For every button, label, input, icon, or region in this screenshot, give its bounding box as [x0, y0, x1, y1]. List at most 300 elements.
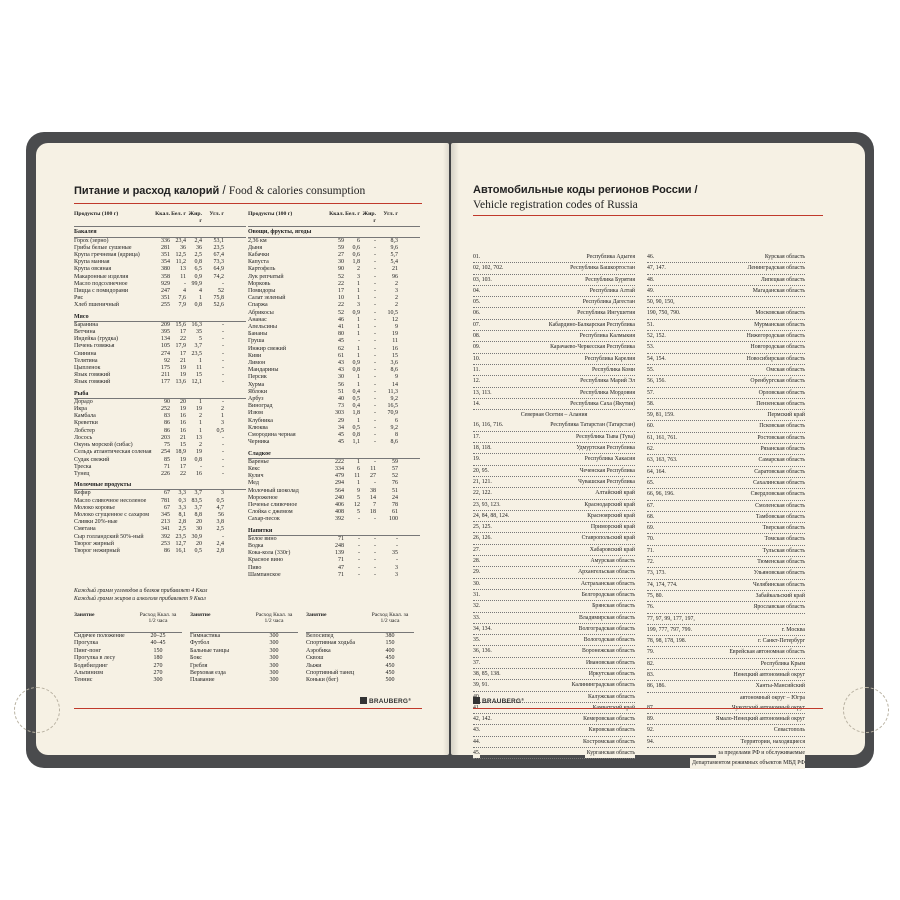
region-name: Ханты-Мансийский — [754, 681, 805, 691]
table-row — [74, 238, 246, 245]
nutrient-value: 0,4 — [352, 388, 360, 395]
region-name: Иркутская область — [587, 669, 635, 679]
activity-header — [306, 612, 414, 633]
nutrient-value: 1 — [221, 413, 224, 420]
region-code: 42, 142. — [473, 714, 492, 724]
region-name: Воронежская область — [580, 646, 635, 656]
nutrient-value: - — [374, 439, 376, 446]
activity-kcal: 180 — [153, 655, 163, 662]
table-row — [74, 534, 246, 541]
nutrient-value: 3,7 — [194, 490, 202, 497]
region-name: Алтайский край — [593, 488, 635, 498]
region-code: 63, 163, 763. — [647, 455, 677, 465]
region-name: Республика Дагестан — [581, 297, 635, 307]
region-code: 52, 152. — [647, 331, 666, 341]
nutrient-value: - — [358, 571, 360, 578]
nutrient-value: 351 — [161, 252, 170, 259]
activity-row — [74, 677, 182, 684]
nutrient-value: 0,6 — [352, 244, 360, 251]
nutrient-value: 8 — [395, 432, 398, 439]
nutrient-value: 177 — [161, 379, 170, 386]
nutrient-value: 52 — [218, 288, 224, 295]
bottom-line — [74, 708, 422, 709]
nutrient-value: - — [374, 381, 376, 388]
nutrient-value: 929 — [161, 280, 170, 287]
nutrient-value: 83 — [164, 413, 170, 420]
region-name: Республика Татарстан (Татарстан) — [548, 420, 635, 430]
nutrient-value: - — [358, 550, 360, 557]
nutrient-value: 22 — [338, 280, 344, 287]
table-row — [248, 266, 420, 273]
nutrient-value: 5 — [357, 509, 360, 516]
region-code: 54, 154. — [647, 354, 666, 364]
nutrient-value: 86 — [164, 547, 170, 554]
region-code: 61, 161, 761. — [647, 433, 677, 443]
product-name: Апельсины — [248, 324, 278, 331]
region-name: Омская область — [764, 365, 805, 375]
nutrient-value: 10,5 — [387, 309, 398, 316]
header-product: Продукты (100 г) — [74, 211, 119, 217]
region-row — [473, 477, 635, 488]
region-name: Республика Ингушетия — [575, 308, 635, 318]
activity-name: Плавание — [190, 677, 215, 684]
region-name: Республика Коми — [590, 365, 635, 375]
nutrient-value: 20 — [180, 398, 186, 405]
region-code: 199, 777, 797, 799. — [647, 625, 692, 635]
activity-header-rate: Расход Ккал. за 1/2 часа — [371, 612, 409, 625]
activity-kcal: 400 — [385, 647, 395, 654]
table-header — [248, 211, 420, 227]
region-code: 66, 96, 196. — [647, 489, 675, 499]
nutrient-value: - — [374, 432, 376, 439]
nutrient-value: - — [222, 350, 224, 357]
nutrient-value: - — [358, 535, 360, 542]
region-code: 82. — [647, 659, 654, 669]
activity-header-name: Занятие — [306, 612, 327, 618]
product-name: Крупа манная — [74, 259, 110, 266]
nutrient-value: - — [374, 280, 376, 287]
nutrient-value: 12,1 — [191, 379, 202, 386]
nutrient-value: 8,6 — [390, 367, 398, 374]
nutrient-value: 3 — [357, 273, 360, 280]
region-code: 51. — [647, 320, 654, 330]
region-code: 07. — [473, 320, 480, 330]
region-row — [473, 500, 635, 511]
nutrient-value: 35 — [196, 329, 202, 336]
region-row — [647, 388, 805, 399]
region-code: 78, 98, 178, 198. — [647, 636, 686, 646]
region-row — [473, 286, 635, 297]
table-row — [74, 442, 246, 449]
nutrient-value: 17 — [180, 329, 186, 336]
activity-group — [74, 612, 182, 685]
nutrient-value: - — [222, 442, 224, 449]
product-name: Индейка (грудка) — [74, 336, 118, 343]
nutrient-value: - — [374, 252, 376, 259]
region-code: 77, 97, 99, 177, 197, — [647, 614, 695, 624]
header-nutrient: Угл. г — [209, 211, 224, 217]
region-name: Республика Калмыкия — [578, 331, 635, 341]
region-code: 58. — [647, 399, 654, 409]
nutrient-value: 252 — [161, 406, 170, 413]
region-row — [647, 444, 805, 455]
table-row — [74, 259, 246, 266]
section-heading: Сладкое — [248, 451, 420, 459]
region-row — [473, 511, 635, 522]
nutrient-value: - — [374, 458, 376, 465]
region-code: 05. — [473, 297, 480, 307]
activity-name: Лыжи — [306, 662, 322, 669]
table-row — [248, 360, 420, 367]
nutrient-value: 16 — [180, 427, 186, 434]
nutrient-value: 175 — [161, 365, 170, 372]
region-row — [647, 331, 805, 342]
region-code: 26, 126. — [473, 533, 492, 543]
region-code: 35. — [473, 635, 480, 645]
table-row — [74, 336, 246, 343]
table-row — [74, 358, 246, 365]
product-name: Лук репчатый — [248, 273, 284, 280]
table-row — [74, 274, 246, 281]
region-code: 44. — [473, 737, 480, 747]
nutrient-value: 240 — [335, 494, 344, 501]
region-row — [647, 365, 805, 376]
region-name: Республика Карелия — [583, 354, 635, 364]
nutrient-value: 1,8 — [352, 259, 360, 266]
region-code: 04. — [473, 286, 480, 296]
activity-kcal: 380 — [385, 633, 395, 639]
activity-header-name: Занятие — [190, 612, 211, 618]
region-continuation — [647, 748, 805, 758]
activity-kcal: 300 — [153, 677, 163, 684]
activity-name: Теннис — [74, 677, 93, 684]
region-row — [473, 624, 635, 635]
table-row — [74, 420, 246, 427]
nutrient-value: 8,1 — [178, 511, 186, 518]
nutrient-value: 90 — [338, 266, 344, 273]
table-row — [74, 428, 246, 435]
nutrient-value: - — [374, 388, 376, 395]
nutrient-value: 2,5 — [216, 526, 224, 533]
product-name: Творог жирный — [74, 540, 114, 547]
nutrient-value: 57 — [392, 465, 398, 472]
table-row — [74, 449, 246, 456]
activity-kcal: 300 — [269, 640, 279, 647]
product-name: Сметана — [74, 526, 96, 533]
nutrient-value: 59 — [392, 458, 398, 465]
table-row — [74, 490, 246, 497]
nutrient-value: - — [374, 316, 376, 323]
nutrient-value: 4 — [183, 288, 186, 295]
page-title — [74, 185, 365, 197]
nutrient-value: 13,6 — [175, 379, 186, 386]
activity-kcal: 300 — [269, 647, 279, 654]
table-row — [74, 519, 246, 526]
nutrient-value: - — [222, 434, 224, 441]
nutrient-value: 17 — [338, 288, 344, 295]
nutrient-value: 46 — [338, 316, 344, 323]
region-name: Ярославская область — [752, 602, 805, 612]
nutrient-value: - — [374, 557, 376, 564]
nutrient-value: 30,9 — [191, 533, 202, 540]
region-name: Чеченская Республика — [578, 466, 635, 476]
page-title-ru: Автомобильные коды регионов России / — [473, 184, 698, 196]
nutrient-value: 24 — [392, 494, 398, 501]
nutrient-value: 67,4 — [213, 252, 224, 259]
nutrient-value: - — [222, 329, 224, 336]
region-name: Кабардино-Балкарская Республика — [547, 320, 635, 330]
nutrient-value: 38 — [370, 487, 376, 494]
product-name: Белое вино — [248, 535, 277, 542]
nutrient-value: 1 — [357, 324, 360, 331]
table-row — [248, 353, 420, 360]
nutrient-value: 21 — [180, 434, 186, 441]
activity-row — [74, 663, 182, 670]
activity-name: Спортивный танец — [306, 670, 355, 677]
nutrient-value: 47 — [338, 564, 344, 571]
activity-name: Сквош — [306, 655, 324, 662]
nutrient-value: 19 — [180, 406, 186, 413]
table-row — [248, 252, 420, 259]
table-row — [248, 572, 420, 579]
bottom-line — [473, 708, 823, 709]
region-row — [647, 376, 805, 387]
product-name: Лосось — [74, 434, 93, 441]
region-name: Ульяновская область — [752, 568, 805, 578]
region-row — [647, 252, 805, 263]
region-code: 55. — [647, 365, 654, 375]
activity-kcal: 300 — [269, 655, 279, 662]
table-row — [74, 464, 246, 471]
nutrient-value: 27 — [338, 252, 344, 259]
nutrient-value: - — [396, 542, 398, 549]
region-code: 09. — [473, 342, 480, 352]
nutrient-value: 139 — [335, 550, 344, 557]
nutrient-value: 30 — [338, 259, 344, 266]
nutrient-value: 380 — [161, 266, 170, 273]
product-name: Телятина — [74, 357, 98, 364]
region-name: Нижегородская область — [745, 331, 805, 341]
section-heading: Овощи, фрукты, ягоды — [248, 229, 420, 237]
region-code: 73, 173. — [647, 568, 666, 578]
food-table-column-2 — [248, 211, 420, 579]
region-name: Тюменская область — [755, 557, 805, 567]
region-row — [647, 275, 805, 286]
nutrient-value: 45 — [338, 432, 344, 439]
region-code: 74, 174, 774. — [647, 580, 677, 590]
activity-kcal: 40–45 — [150, 640, 166, 647]
nutrient-value: - — [374, 396, 376, 403]
nutrient-value: - — [396, 557, 398, 564]
nutrient-value: 211 — [161, 372, 170, 379]
table-row — [248, 459, 420, 466]
activity-row — [190, 640, 298, 647]
brand-logo: BRAUBERG® — [473, 697, 524, 705]
nutrient-value: 45 — [338, 338, 344, 345]
activity-row — [190, 655, 298, 662]
nutrient-value: 71 — [338, 557, 344, 564]
table-row — [248, 432, 420, 439]
activity-header-rate: Расход Ккал. за 1/2 часа — [139, 612, 177, 625]
nutrient-value: 395 — [161, 329, 170, 336]
region-row — [647, 433, 805, 444]
nutrient-value: - — [374, 374, 376, 381]
product-name: Слойка с джемом — [248, 509, 293, 516]
product-name: Яблоки — [248, 388, 268, 395]
region-row — [647, 467, 805, 478]
nutrient-value: 6 — [395, 417, 398, 424]
nutrient-value: 20 — [196, 519, 202, 526]
nutrient-value: 3,7 — [194, 504, 202, 511]
region-name: Калужская область — [586, 692, 635, 702]
region-name: Архангельская область — [576, 567, 635, 577]
product-name: Водка — [248, 542, 264, 549]
nutrient-value: 1 — [357, 374, 360, 381]
page-gutter — [443, 143, 459, 755]
nutrient-value: - — [374, 288, 376, 295]
region-name: Ивановская область — [584, 658, 635, 668]
product-name: Творог нежирный — [74, 547, 120, 554]
nutrient-value: 19 — [196, 449, 202, 456]
nutrient-value: 222 — [335, 458, 344, 465]
nutrient-value: 1 — [199, 398, 202, 405]
region-code: 28. — [473, 556, 480, 566]
activity-name: Прогулка — [74, 640, 99, 647]
nutrient-value: 74,2 — [213, 273, 224, 280]
product-name: Помидоры — [248, 288, 276, 295]
nutrient-value: 248 — [335, 542, 344, 549]
nutrient-value: 4,7 — [216, 504, 224, 511]
table-row — [248, 302, 420, 309]
region-name: Курская область — [763, 252, 805, 262]
table-row — [248, 536, 420, 543]
nutrient-value: 3,3 — [178, 490, 186, 497]
activity-kcal: 300 — [269, 662, 279, 669]
region-row — [647, 478, 805, 489]
activity-kcal: 270 — [153, 670, 163, 677]
activity-name: Гимнастика — [190, 633, 221, 639]
region-code: 34, 134. — [473, 624, 492, 634]
nutrient-value: 16 — [196, 470, 202, 477]
nutrient-value: 1 — [357, 381, 360, 388]
nutrient-value: 64,9 — [213, 266, 224, 273]
nutrient-value: 105 — [161, 343, 170, 350]
activity-name: Сидячее положение — [74, 633, 125, 639]
nutrient-value: 34 — [338, 424, 344, 431]
region-codes-column-2 — [647, 252, 805, 769]
nutrient-value: 2 — [395, 302, 398, 309]
table-row — [248, 509, 420, 516]
nutrient-value: - — [222, 365, 224, 372]
region-name: Ямало-Ненецкий автономный округ — [714, 714, 805, 724]
region-code: 76. — [647, 602, 654, 612]
nutrient-value: 5 — [357, 494, 360, 501]
table-row — [248, 557, 420, 564]
region-name: г. Санкт-Петербург — [756, 636, 805, 646]
region-row — [473, 308, 635, 319]
product-name: Ветчина — [74, 329, 96, 336]
product-name: Молочный шоколад — [248, 487, 299, 494]
nutrient-value: 80 — [338, 331, 344, 338]
activity-name: Пинг-понг — [74, 647, 102, 654]
header-product: Продукты (100 г) — [248, 211, 293, 217]
region-row — [473, 725, 635, 736]
nutrient-value: 17 — [180, 463, 186, 470]
nutrient-value: 1 — [357, 480, 360, 487]
product-name: Сахар-песок — [248, 516, 280, 523]
nutrient-value: 22 — [338, 302, 344, 309]
table-row — [248, 396, 420, 403]
region-name: Ростовская область — [755, 433, 805, 443]
table-row — [248, 565, 420, 572]
product-name: Треска — [74, 463, 92, 470]
region-code: 06. — [473, 308, 480, 318]
nutrient-value: 86 — [164, 427, 170, 434]
nutrient-value: 0,5 — [352, 424, 360, 431]
activity-row — [190, 663, 298, 670]
nutrient-value: - — [358, 338, 360, 345]
region-row — [647, 342, 805, 353]
nutrient-value: 9,2 — [390, 396, 398, 403]
region-name: Сахалинская область — [751, 478, 805, 488]
table-row — [74, 302, 246, 309]
title-underline — [473, 215, 823, 216]
product-name: Красное вино — [248, 557, 284, 564]
product-name: Креветки — [74, 420, 98, 427]
region-code: 30. — [473, 579, 480, 589]
activity-row — [306, 640, 414, 647]
table-row — [248, 245, 420, 252]
table-row — [248, 382, 420, 389]
nutrient-value: 18 — [370, 509, 376, 516]
region-code: 22, 122. — [473, 488, 492, 498]
product-name: Клюква — [248, 424, 268, 431]
region-name: Саратовская область — [752, 467, 805, 477]
region-row — [647, 580, 805, 591]
nutrient-value: 479 — [335, 473, 344, 480]
region-code: 57. — [647, 388, 654, 398]
table-row — [74, 266, 246, 273]
nutrient-value: 2 — [395, 280, 398, 287]
nutrient-value: 255 — [161, 302, 170, 309]
activity-kcal: 300 — [269, 677, 279, 684]
table-row — [74, 322, 246, 329]
table-row — [74, 351, 246, 358]
region-row — [473, 342, 635, 353]
nutrient-value: 406 — [335, 501, 344, 508]
region-name: Свердловская область — [749, 489, 805, 499]
region-name: Ленинградская область — [746, 263, 805, 273]
region-code: 31. — [473, 590, 480, 600]
region-row — [473, 354, 635, 365]
region-name: Ставропольский край — [580, 533, 635, 543]
nutrient-value: 5,7 — [390, 252, 398, 259]
nutrient-value: 70,9 — [387, 410, 398, 417]
nutrient-value: 67 — [164, 504, 170, 511]
product-name: Кулич — [248, 473, 264, 480]
region-code: 59, 81, 159. — [647, 410, 675, 420]
table-row — [74, 406, 246, 413]
nutrient-value: - — [374, 403, 376, 410]
nutrient-value: 253 — [161, 540, 170, 547]
table-row — [74, 413, 246, 420]
nutrient-value: 0,9 — [352, 309, 360, 316]
nutrient-value: 0,8 — [194, 456, 202, 463]
region-code: 67. — [647, 501, 654, 511]
region-name: Курганская область — [585, 748, 635, 758]
region-row — [473, 297, 635, 308]
product-name: Окунь морской (сибас) — [74, 442, 133, 449]
